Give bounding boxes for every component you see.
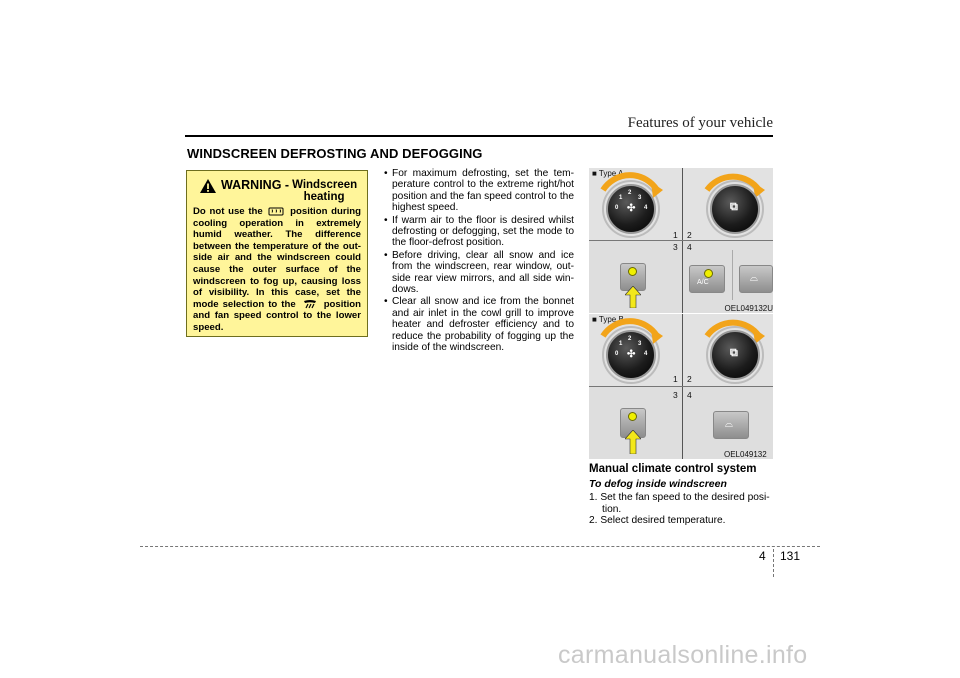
footer-divider xyxy=(773,549,774,577)
rear-defrost-icon: ⌓ xyxy=(725,419,733,430)
warning-box xyxy=(186,170,368,337)
steps-list xyxy=(589,492,775,527)
defrost-mode-icon: ⧉ xyxy=(730,201,738,213)
fan-icon: ✣ xyxy=(627,349,636,360)
defrost-mode-icon xyxy=(302,300,318,309)
figure-code-b: OEL049132 xyxy=(724,450,767,459)
page-number: 131 xyxy=(780,549,801,563)
climate-control-figure: ■ Type A 0 1 2 3 4 ✣ ⧉ 1 2 3 4 A/C ⌓ OEL049132U ■ Type B 0 1 2 3 4 ✣ ⧉ 1 2 3 4 ⌓ xyxy=(589,168,773,459)
warning-text-part2: position during cooling operation in extremely humid weather. The difference between the temperature of the out-side air and the windscreen could cause the outer surface of the windscreen to fog up, causing loss of visibility. In this case, set the mode selection to the xyxy=(193,206,361,310)
warning-subtitle: Windscreen heating xyxy=(292,179,358,203)
bullet-list xyxy=(382,168,574,355)
type-a-label: ■ Type A xyxy=(592,169,624,178)
section-title: WINDSCREEN DEFROSTING AND DEFOGGING xyxy=(187,146,483,161)
type-b-label: ■ Type B xyxy=(592,315,624,324)
defrost-mode-icon: ⧉ xyxy=(730,347,738,359)
warning-header xyxy=(193,175,361,203)
warning-text xyxy=(193,206,361,334)
manual-subtitle: To defog inside windscreen xyxy=(589,478,727,490)
bullet-item: • For maximum defrosting, set the tem-perature control to the extreme right/hot position and the fan speed control to the highest speed. xyxy=(382,168,574,214)
bullet-item: • Clear all snow and ice from the bonnet and air inlet in the cowl grill to improve heater and defroster efficiency and to reduce the probability of fogging up the inside of the windscreen. xyxy=(382,296,574,353)
warning-triangle-icon xyxy=(199,178,217,194)
header-title: Features of your vehicle xyxy=(627,115,773,131)
rear-defrost-button[interactable] xyxy=(713,411,749,439)
fan-icon: ✣ xyxy=(627,203,636,214)
warning-text-part3: position and fan speed control to the lower speed. xyxy=(193,298,361,333)
warning-label: WARNING - xyxy=(221,178,290,192)
footer-rule xyxy=(140,546,820,547)
rear-defrost-button[interactable] xyxy=(739,265,773,293)
bullet-item: • Before driving, clear all snow and ice from the windscreen, rear window, out-side rear view mirrors, and all side win-dows. xyxy=(382,250,574,296)
fan-speed-knob[interactable]: 0 1 2 3 4 ✣ xyxy=(606,184,656,234)
fan-speed-knob[interactable]: 0 1 2 3 4 ✣ xyxy=(606,330,656,380)
chapter-number: 4 xyxy=(759,549,766,563)
warning-text-part1: Do not use the xyxy=(193,206,263,217)
mode-knob[interactable] xyxy=(710,330,760,380)
rear-defrost-icon: ⌓ xyxy=(750,273,758,284)
mode-knob[interactable] xyxy=(710,184,760,234)
watermark: carmanualsonline.info xyxy=(558,641,808,669)
step-item: 2. Select desired temperature. xyxy=(589,515,726,527)
step-item: 1. Set the fan speed to the desired posi-tion. xyxy=(589,492,770,515)
figure-code-a: OEL049132U xyxy=(724,304,773,313)
rear-defrost-icon xyxy=(268,207,284,216)
ac-button[interactable]: A/C xyxy=(689,265,725,293)
manual-title: Manual climate control system xyxy=(589,463,757,475)
header-rule xyxy=(185,135,773,137)
arrow-up-icon xyxy=(625,286,641,308)
arrow-up-icon xyxy=(625,430,641,454)
bullet-item: • If warm air to the floor is desired whilst defrosting or defogging, set the mode to the floor-defrost position. xyxy=(382,215,574,249)
